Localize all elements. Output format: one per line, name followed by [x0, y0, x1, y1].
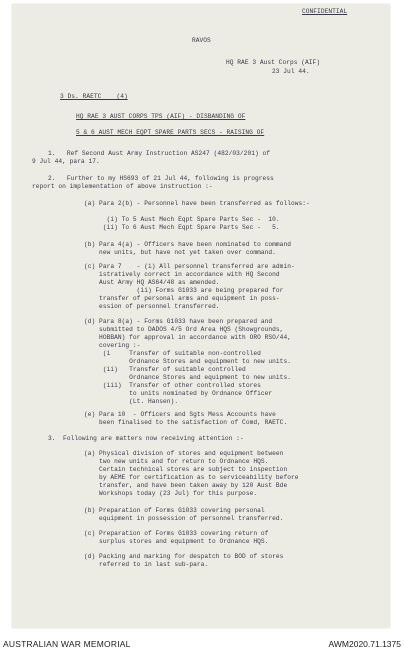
item-line: covering :-: [84, 342, 141, 349]
item-line: Ordnance Stores and equipment to new units.: [84, 374, 291, 381]
paragraph-2-line: 2. Further to my HS693 of 21 Jul 44, following is progress: [48, 175, 274, 182]
item-line: transfer of personal arms and equipment in poss-: [84, 295, 280, 302]
sender-header: HQ RAE 3 Aust Corps (AIF): [226, 59, 321, 66]
document-page: [12, 4, 390, 628]
subject-line-1: HQ RAE 3 AUST CORPS TPS (AIF) - DISBANDING OF: [76, 113, 246, 120]
paragraph-2-line: report on implementation of above instruction :-: [32, 183, 213, 190]
item-line: (a) Para 2(b) - Personnel have been transferred as follows:-: [84, 200, 310, 207]
item-line: surplus stores and equipment to Ordnance HQS.: [84, 538, 269, 545]
item-line: (Lt. Hansen).: [84, 398, 179, 405]
item-line: (c) Para 7 - (i) All personnel transferred are admin-: [84, 263, 295, 270]
item-line: (b) Preparation of Forms G1033 covering personal: [84, 507, 265, 514]
item-line: two new units and for return to Ordnance HQS.: [84, 458, 269, 465]
item-line: referred to in last sub-para.: [84, 561, 209, 568]
item-line: to units nominated by Ordnance Officer: [84, 390, 273, 397]
paragraph-1-line: 9 Jul 44, para 17.: [32, 158, 100, 165]
archive-name: AUSTRALIAN WAR MEMORIAL: [3, 639, 131, 649]
item-line: Aust Army HQ AS64/48 as amended.: [84, 279, 220, 286]
archive-footer: [0, 636, 404, 653]
item-line: Ordnance Stores and equipment to new units.: [84, 358, 291, 365]
item-line: ession of personnel transferred.: [84, 303, 220, 310]
item-line: (b) Para 4(a) - Officers have been nominated to command: [84, 241, 291, 248]
item-line: new units, but have not yet taken over command.: [84, 249, 276, 256]
item-line: istratively correct in accordance with HQ Second: [84, 271, 280, 278]
paragraph-1-line: 1. Ref Second Aust Army Instruction AS247 (482/03/201) of: [48, 150, 271, 157]
item-line: (d) Para 8(a) - Forms G1033 have been prepared and: [84, 318, 273, 325]
item-line: been finalised to the satisfaction of Comd, RAETC.: [84, 419, 288, 426]
item-line: (e) Para 10 - Officers and Sgts Mess Accounts have: [84, 411, 276, 418]
classification-mark: CONFIDENTIAL: [302, 8, 348, 15]
item-line: Workshops today (23 Jul) for this purpose.: [84, 490, 258, 497]
reference-number: 3 Ds. RAETC (4): [60, 93, 128, 100]
copy-note: RAVOS: [192, 37, 211, 44]
item-line: (ii) Forms G1033 are being prepared for: [84, 287, 284, 294]
item-line: HOBBAN) for approval in accordance with ORO RSO/44,: [84, 334, 291, 341]
item-line: Certain technical stores are subject to inspection: [84, 466, 288, 473]
item-line: (ii) To 6 Aust Mech Eqpt Spare Parts Sec - 5.: [84, 224, 280, 231]
paragraph-3: 3. Following are matters now receiving attention :-: [48, 435, 244, 442]
item-line: (a) Physical division of stores and equipment between: [84, 450, 284, 457]
item-line: equipment in possession of personnel transferred.: [84, 515, 284, 522]
item-line: (ii) Transfer of suitable controlled: [84, 366, 246, 373]
item-line: (d) Packing and marking for despatch to BOD of stores: [84, 553, 284, 560]
archive-reference: AWM2020.71.1375: [328, 639, 401, 649]
item-line: (c) Preparation of Forms G1033 covering return of: [84, 530, 269, 537]
item-line: (i Transfer of suitable non-controlled: [84, 350, 261, 357]
subject-line-2: 5 & 6 AUST MECH EQPT SPARE PARTS SECS - RAISING OF: [76, 129, 265, 136]
item-line: (iii) Transfer of other controlled stores: [84, 382, 261, 389]
item-line: (i) To 5 Aust Mech Eqpt Spare Parts Sec - 10.: [84, 216, 280, 223]
document-date: 23 Jul 44.: [272, 68, 310, 75]
item-line: by AEME for certification as to serviceability before: [84, 474, 299, 481]
item-line: transfer, and have been taken away by 120 Aust Bde: [84, 482, 288, 489]
item-line: submitted to DADOS 4/5 Ord Area HQS (Showgrounds,: [84, 326, 284, 333]
